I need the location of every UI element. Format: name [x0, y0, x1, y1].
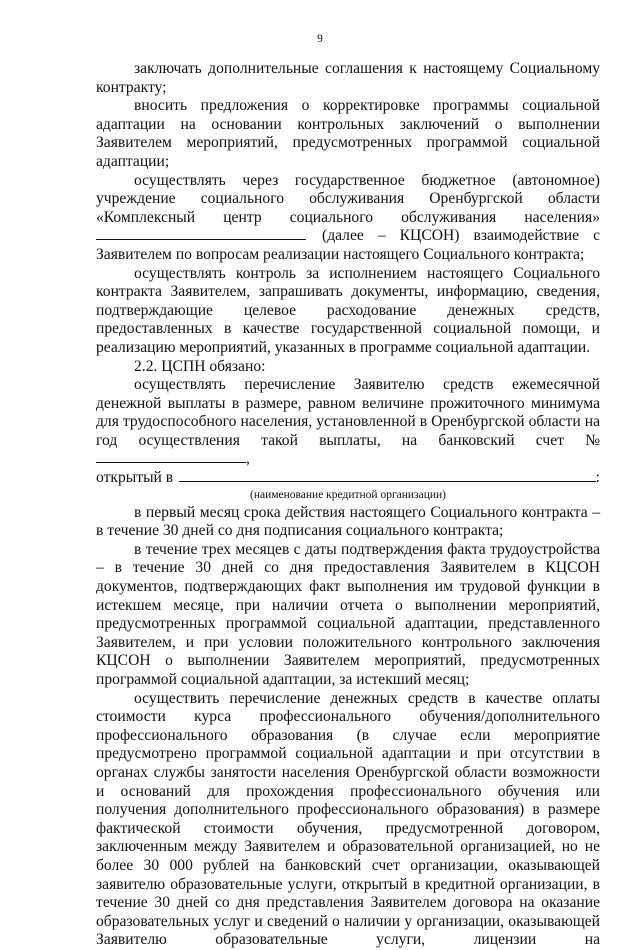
- paragraph-proposals: вносить предложения о корректировке программы социальной адаптации на основании контрольных заключений о выполнении Заявителем мероприятий, предусмотренных программой социальной адаптации;: [96, 97, 600, 170]
- document-body: [96, 60, 600, 950]
- kcson-name-blank: [96, 227, 306, 240]
- monthly-payment-text: осуществлять перечисление Заявителю средств ежемесячной денежной выплаты в размере, равном величине прожиточного минимума для трудоспособного населения, установленной в Оренбургской области на год осуществления такой выплаты, на банковский счет №: [96, 376, 600, 449]
- paragraph-monthly-payment: [96, 376, 600, 469]
- section-heading: 2.2. ЦСПН обязано:: [134, 357, 266, 375]
- kcson-blank-line: [96, 227, 600, 246]
- page-number: 9: [317, 33, 323, 45]
- bank-name-blank: [179, 469, 596, 482]
- bank-name-hint: (наименование кредитной организации): [249, 488, 447, 501]
- paragraph-kcson-tail: Заявителем по вопросам реализации настоящего Социального контракта;: [96, 245, 585, 263]
- paragraph-training-payment: осуществить перечисление денежных средств в качестве оплаты стоимости курса профессионального обучения/дополнительного профессионального образования (в случае если мероприятие предусмотрено программой социальной адаптации и при отсутствии в органах службы занятости населения Оренбургской области возможности и оснований для прохождения профессионального обучения или получения дополнительного профессионального образования) в размере фактической стоимости обучения, предусмотренной договором, заключенным между Заявителем и образовательной организацией, но не более 30 000 рублей на банковский счет организации, оказывающей заявителю образовательные услуги, открытый в кредитной организации, в течение 30 дней со дня представления Заявителем договора на оказание образовательных услуг и сведений о наличии у организации, оказывающей Заявителю образовательные услуги, лицензии на: [96, 689, 600, 949]
- kcson-abbrev-text: (далее – КЦСОН) взаимодействие с: [322, 227, 600, 245]
- paragraph-kcson-interaction: осуществлять через государственное бюджетное (автономное) учреждение социального обслуживания Оренбургской области «Комплексный центр социального обслуживания населения»: [96, 171, 600, 226]
- bank-colon: :: [595, 469, 600, 487]
- paragraph-three-months: в течение трех месяцев с даты подтверждения факта трудоустройства – в течение 30 дней со дня предоставления Заявителем в КЦСОН документов, подтверждающих факт выполнения им трудовой функции в истекшем месяце, при наличии отчета о выполнении мероприятий, предусмотренных программой социальной адаптации, представленного Заявителем, и при условии положительного контрольного заключения КЦСОН о выполнении Заявителем мероприятий, предусмотренных программой социальной адаптации, за истекший месяц;: [96, 540, 600, 688]
- opened-in-label: открытый в: [96, 469, 174, 487]
- bank-line: [96, 469, 600, 488]
- paragraph-control: осуществлять контроль за исполнением настоящего Социального контракта Заявителем, запрашивать документы, информацию, сведения, подтверждающие целевое расходование денежных средств, предоставленных в качестве государственной социальной помощи, и реализацию мероприятий, указанных в программе социальной адаптации.: [96, 264, 600, 356]
- account-number-blank: [96, 450, 246, 463]
- account-comma: ,: [246, 450, 250, 468]
- paragraph-first-month: в первый месяц срока действия настоящего Социального контракта – в течение 30 дней со дня подписания социального контракта;: [96, 503, 600, 540]
- paragraph-amendments: заключать дополнительные соглашения к настоящему Социальному контракту;: [96, 60, 600, 96]
